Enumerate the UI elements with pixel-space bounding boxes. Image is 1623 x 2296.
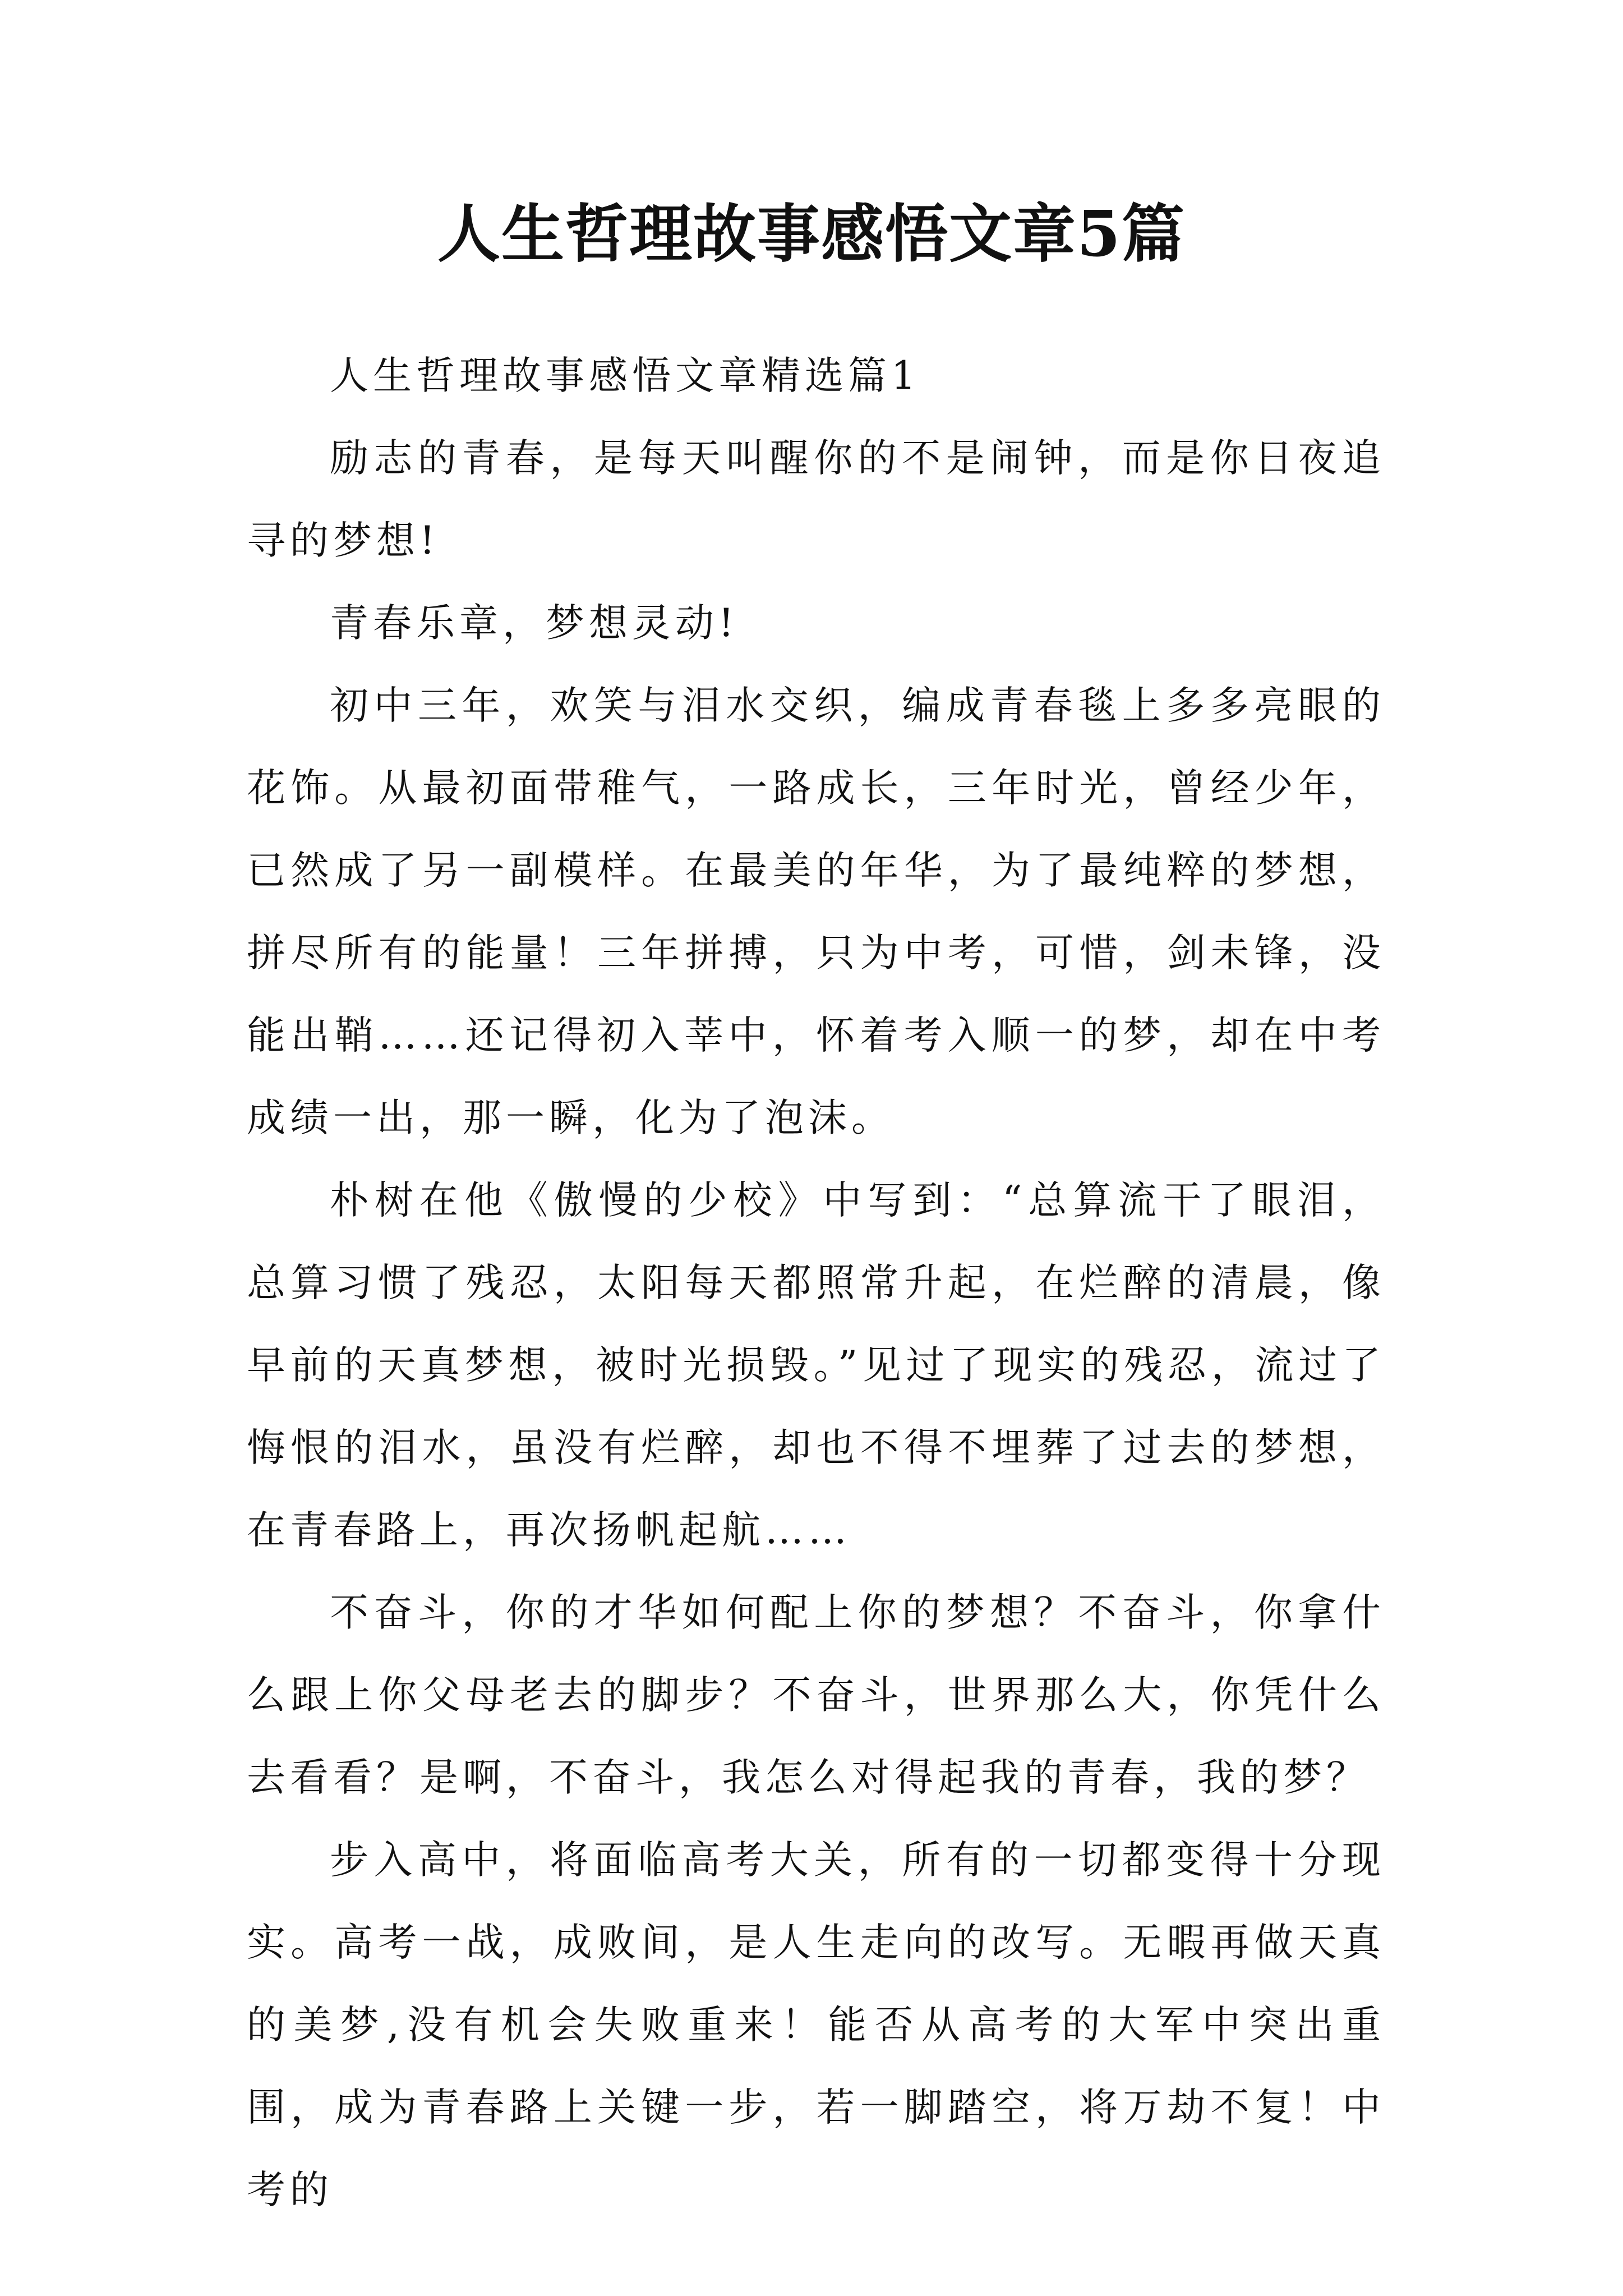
document-title: 人生哲理故事感悟文章5篇 [437, 197, 1186, 271]
paragraph: 步入高中，将面临高考大关，所有的一切都变得十分现实。高考一战，成败间，是人生走向的改写。无暇再做天真的美梦,没有机会失败重来！能否从高考的大军中突出重围，成为青春路上关键一步，若一脚踏空，将万劫不复！中考的 [247, 1838, 1385, 2212]
paragraph: 青春乐章，梦想灵动! [330, 601, 739, 646]
paragraph: 初中三年，欢笑与泪水交织，编成青春毯上多多亮眼的花饰。从最初面带稚气，一路成长，三年时光，曾经少年，已然成了另一副模样。在最美的年华，为了最纯粹的梦想，拼尽所有的能量！三年拼搏，只为中考，可惜，剑未锋，没能出鞘……还记得初入莘中，怀着考入顺一的梦，却在中考成绩一出，那一瞬，化为了泡沫。 [247, 683, 1385, 1140]
document-body [247, 335, 1385, 2231]
paragraph: 不奋斗，你的才华如何配上你的梦想？不奋斗，你拿什么跟上你父母老去的脚步？不奋斗，世界那么大，你凭什么去看看？是啊，不奋斗，我怎么对得起我的青春，我的梦？ [247, 1590, 1385, 1800]
paragraph: 朴树在他《傲慢的少校》中写到：“总算流干了眼泪，总算习惯了残忍，太阳每天都照常升起，在烂醉的清晨，像早前的天真梦想，被时光损毁。”见过了现实的残忍，流过了悔恨的泪水，虽没有烂醉，却也不得不埋葬了过去的梦想，在青春路上，再次扬帆起航…… [247, 1178, 1385, 1553]
paragraph: 励志的青春，是每天叫醒你的不是闹钟，而是你日夜追寻的梦想! [247, 436, 1385, 563]
paragraph: 人生哲理故事感悟文章精选篇1 [330, 353, 920, 398]
